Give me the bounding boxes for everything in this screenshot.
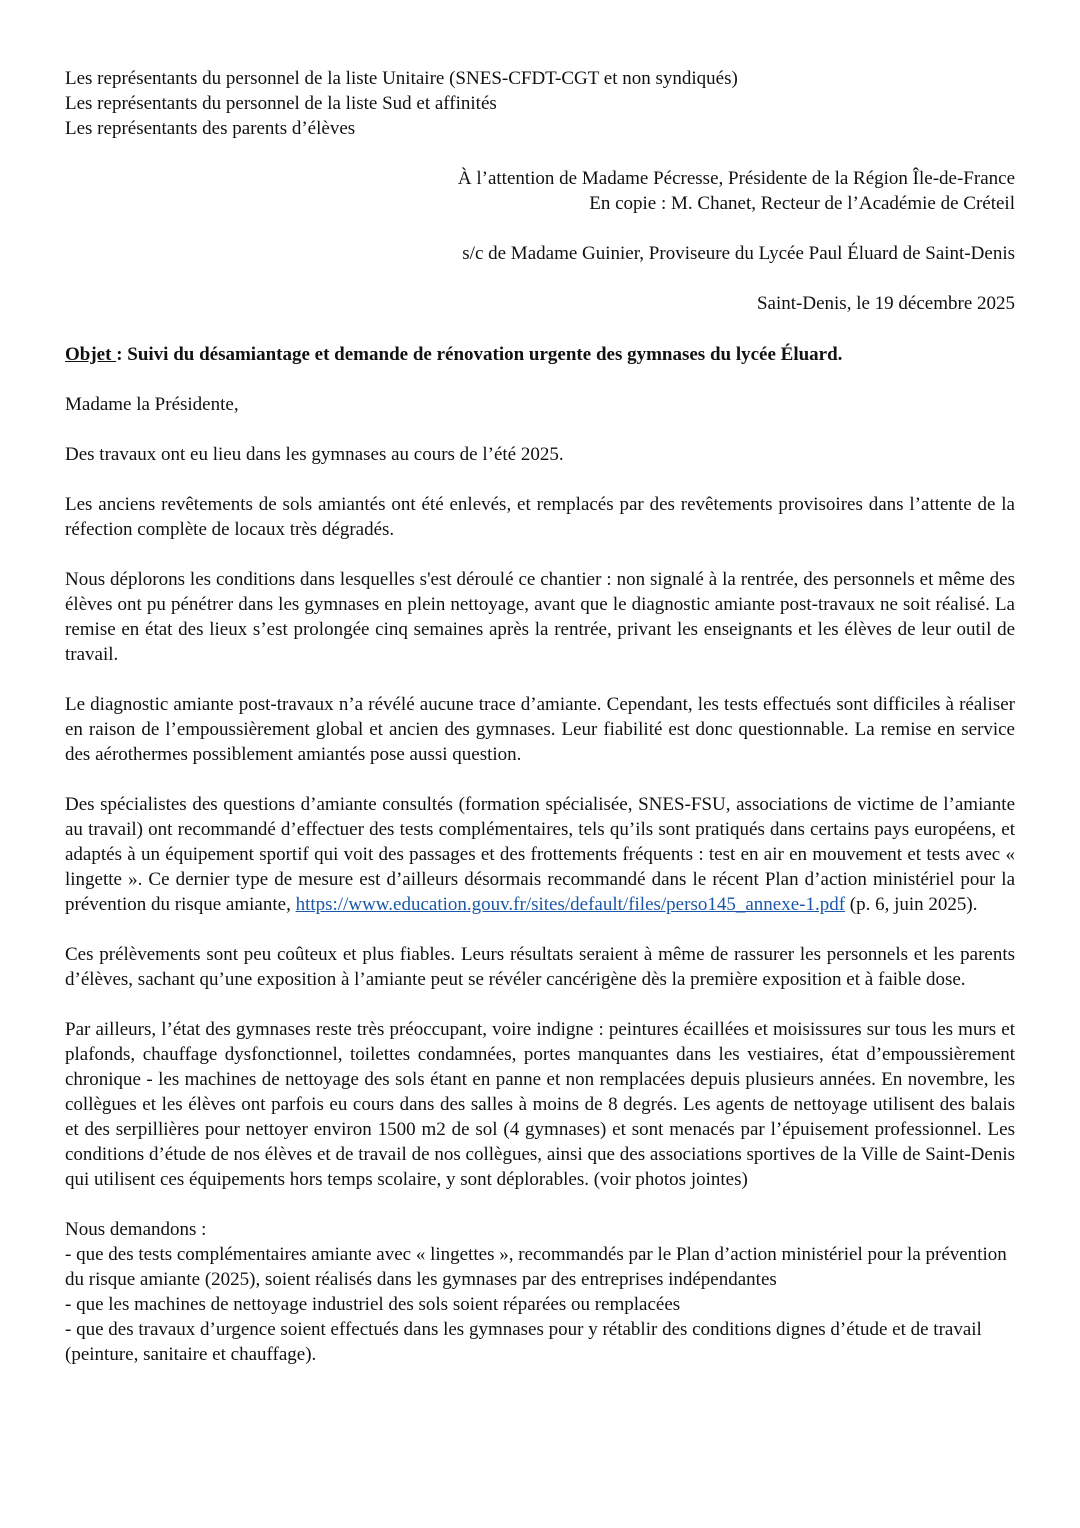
sender-line: Les représentants du personnel de la liste Sud et affinités [65, 93, 497, 114]
demands-intro: Nous demandons : [65, 1219, 207, 1240]
specialists-text: Des spécialistes des questions d’amiante consultés (formation spécialisée, SNES-FSU, associations de victime de l’amiante au travail) ont recommandé d’effectuer des tests complémentaires, tels qu’ils sont pratiqués dans certains pays européens, et adaptés à un équipement sportif qui voit des passages et des frottements fréquents : test en air en mouvement et tests avec « lingette ». Ce dernier type de mesure est d’ailleurs désormais recommandé dans le récent Plan d’action ministériel pour la prévention du risque amiante, [65, 794, 1015, 915]
paragraph-works: Des travaux ont eu lieu dans les gymnases au cours de l’été 2025. [65, 444, 564, 465]
subject-label: Objet [65, 344, 117, 365]
paragraph-floor-coverings: Les anciens revêtements de sols amiantés ont été enlevés, et remplacés par des revêtements provisoires dans l’attente de la réfection complète de locaux très dégradés. [65, 494, 1015, 540]
demand-item: - que les machines de nettoyage industriel des sols soient réparées ou remplacées [65, 1294, 681, 1315]
paragraph-diagnostic: Le diagnostic amiante post-travaux n’a révélé aucune trace d’amiante. Cependant, les tests effectués sont difficiles à réaliser en raison de l’empoussièrement global et ancien des gymnases. Leur fiabilité est donc questionnable. La remise en service des aérothermes possiblement amiantés pose aussi question. [65, 694, 1015, 765]
senders-block [65, 66, 1015, 141]
paragraph-conditions: Nous déplorons les conditions dans lesquelles s'est déroulé ce chantier : non signalé à la rentrée, des personnels et même des élèves ont pu pénétrer dans les gymnases en plein nettoyage, avant que le diagnostic amiante post-travaux ne soit réalisé. La remise en état des lieux s’est prolongée cinq semaines après la rentrée, privant les enseignants et les élèves de leur outil de travail. [65, 569, 1015, 665]
demand-item: - que des travaux d’urgence soient effectués dans les gymnases pour y rétablir des conditions dignes d’étude et de travail (peinture, sanitaire et chauffage). [65, 1319, 982, 1365]
recipient-attention: À l’attention de Madame Pécresse, Présidente de la Région Île-de-France [457, 168, 1015, 189]
letter-page [65, 66, 1015, 1367]
via-line-block [65, 241, 1015, 266]
via-line: s/c de Madame Guinier, Proviseure du Lycée Paul Éluard de Saint-Denis [462, 243, 1015, 264]
recipient-copy: En copie : M. Chanet, Recteur de l’Académie de Créteil [589, 193, 1015, 214]
recipient-block [65, 166, 1015, 216]
letter-date: Saint-Denis, le 19 décembre 2025 [756, 293, 1015, 314]
demand-item: - que des tests complémentaires amiante avec « lingettes », recommandés par le Plan d’action ministériel pour la prévention du risque amiante (2025), soient réalisés dans les gymnases par des entreprises indépendantes [65, 1244, 1007, 1290]
demands-list [65, 1217, 1015, 1367]
paragraph-gym-state: Par ailleurs, l’état des gymnases reste très préoccupant, voire indigne : peintures écaillées et moisissures sur tous les murs et plafonds, chauffage dysfonctionnel, toilettes condamnées, portes manquantes dans les vestiaires, état d’empoussièrement chronique - les machines de nettoyage des sols étant en panne et non remplacées depuis plusieurs années. En novembre, les collègues et les élèves ont parfois eu cours dans des salles à moins de 8 degrés. Les agents de nettoyage utilisent des balais et des serpillières pour nettoyer environ 1500 m2 de sol (4 gymnases) et sont menacés par l’épuisement professionnel. Les conditions d’étude de nos élèves et de travail de nos collègues, ainsi que des associations sportives de la Ville de Saint-Denis qui utilisent ces équipements hors temps scolaire, y sont déplorables. (voir photos jointes) [65, 1019, 1015, 1190]
salutation: Madame la Présidente, [65, 394, 239, 415]
sender-line: Les représentants des parents d’élèves [65, 118, 356, 139]
subject-line [65, 342, 1015, 367]
sender-line: Les représentants du personnel de la liste Unitaire (SNES-CFDT-CGT et non syndiqués) [65, 68, 738, 89]
specialists-citation: (p. 6, juin 2025). [845, 894, 978, 915]
plan-action-link[interactable]: https://www.education.gouv.fr/sites/default/files/perso145_annexe-1.pdf [295, 894, 846, 915]
paragraph-specialists [65, 792, 1015, 917]
date-block [65, 291, 1015, 316]
paragraph-samples: Ces prélèvements sont peu coûteux et plus fiables. Leurs résultats seraient à même de rassurer les personnels et les parents d’élèves, sachant qu’une exposition à l’amiante peut se révéler cancérigène dès la première exposition et à faible dose. [65, 944, 1015, 990]
subject-text: : Suivi du désamiantage et demande de rénovation urgente des gymnases du lycée Éluard. [116, 344, 843, 365]
